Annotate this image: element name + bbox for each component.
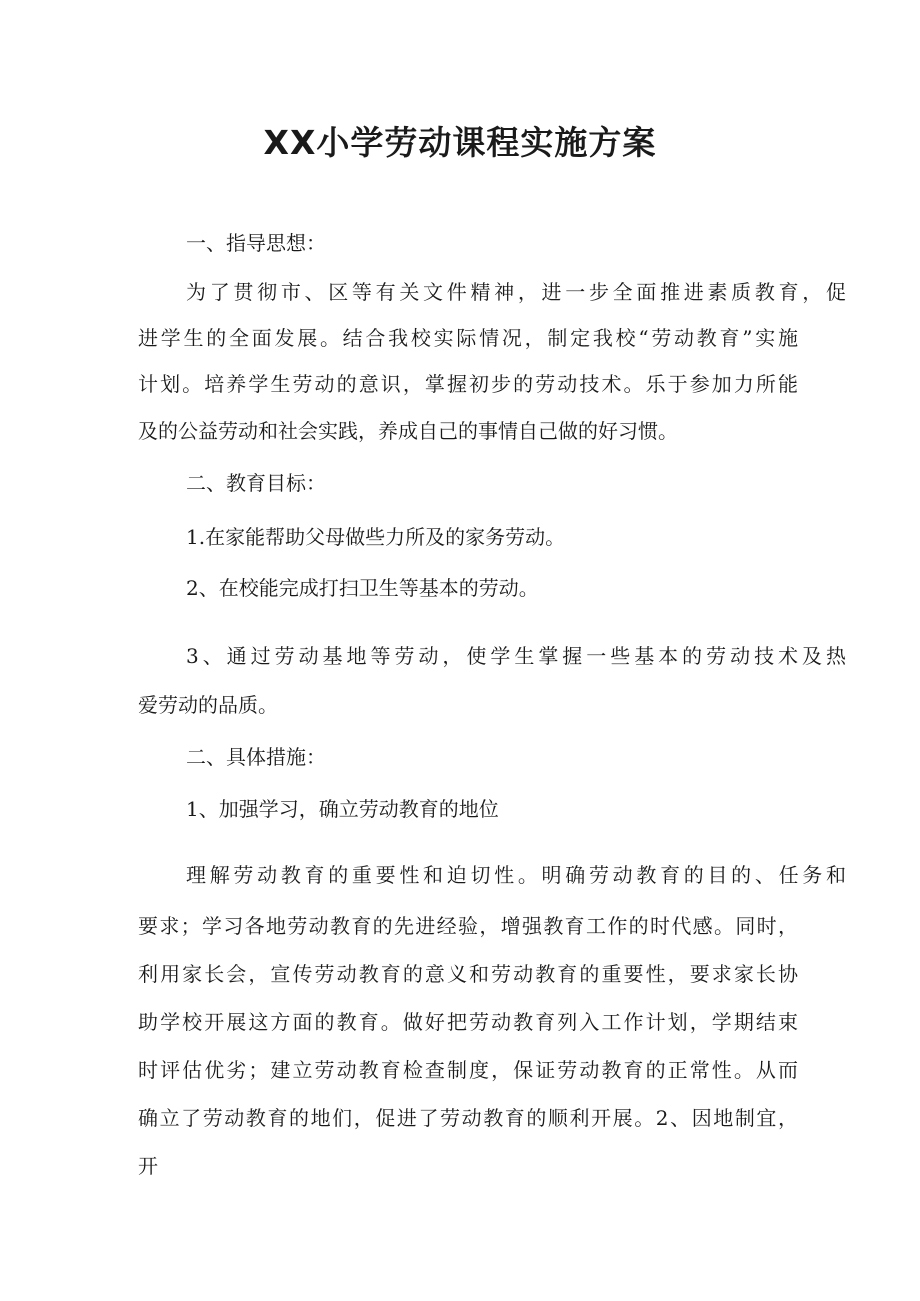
paragraph-line: 理解劳动教育的重要性和迫切性。明确劳动教育的目的、任务和 — [186, 863, 846, 887]
paragraph-line: 利用家长会，宣传劳动教育的意义和劳动教育的重要性，要求家长协 — [138, 962, 798, 986]
paragraph-line: 为了贯彻市、区等有关文件精神，进一步全面推进素质教育，促 — [186, 280, 846, 304]
goal-item: 2、在校能完成打扫卫生等基本的劳动。 — [186, 576, 539, 600]
section-heading-education-goals: 二、教育目标： — [186, 471, 326, 495]
section-heading-measures: 二、具体措施： — [186, 745, 326, 769]
document-title: XX小学劳动课程实施方案 — [263, 123, 657, 162]
goal-item: 3、通过劳动基地等劳动，使学生掌握一些基本的劳动技术及热 — [186, 644, 846, 668]
section-heading-guiding-ideology: 一、指导思想： — [186, 231, 326, 255]
paragraph-line: 开 — [138, 1154, 158, 1178]
paragraph-line: 时评估优劣；建立劳动教育检查制度，保证劳动教育的正常性。从而 — [138, 1058, 798, 1082]
paragraph-line: 助学校开展这方面的教育。做好把劳动教育列入工作计划，学期结束 — [138, 1010, 798, 1034]
paragraph-line: 确立了劳动教育的地们，促进了劳动教育的顺利开展。2、因地制宜， — [138, 1106, 798, 1130]
paragraph-line: 进学生的全面发展。结合我校实际情况，制定我校“劳动教育”实施 — [138, 326, 798, 350]
paragraph-line: 计划。培养学生劳动的意识，掌握初步的劳动技术。乐于参加力所能 — [138, 372, 798, 396]
paragraph-line: 要求；学习各地劳动教育的先进经验，增强教育工作的时代感。同时， — [138, 914, 798, 938]
paragraph-line: 及的公益劳动和社会实践，养成自己的事情自己做的好习惯。 — [138, 419, 678, 443]
measure-heading: 1、加强学习，确立劳动教育的地位 — [186, 797, 499, 821]
goal-item: 1.在家能帮助父母做些力所及的家务劳动。 — [186, 525, 566, 549]
goal-item: 爱劳动的品质。 — [138, 693, 278, 717]
